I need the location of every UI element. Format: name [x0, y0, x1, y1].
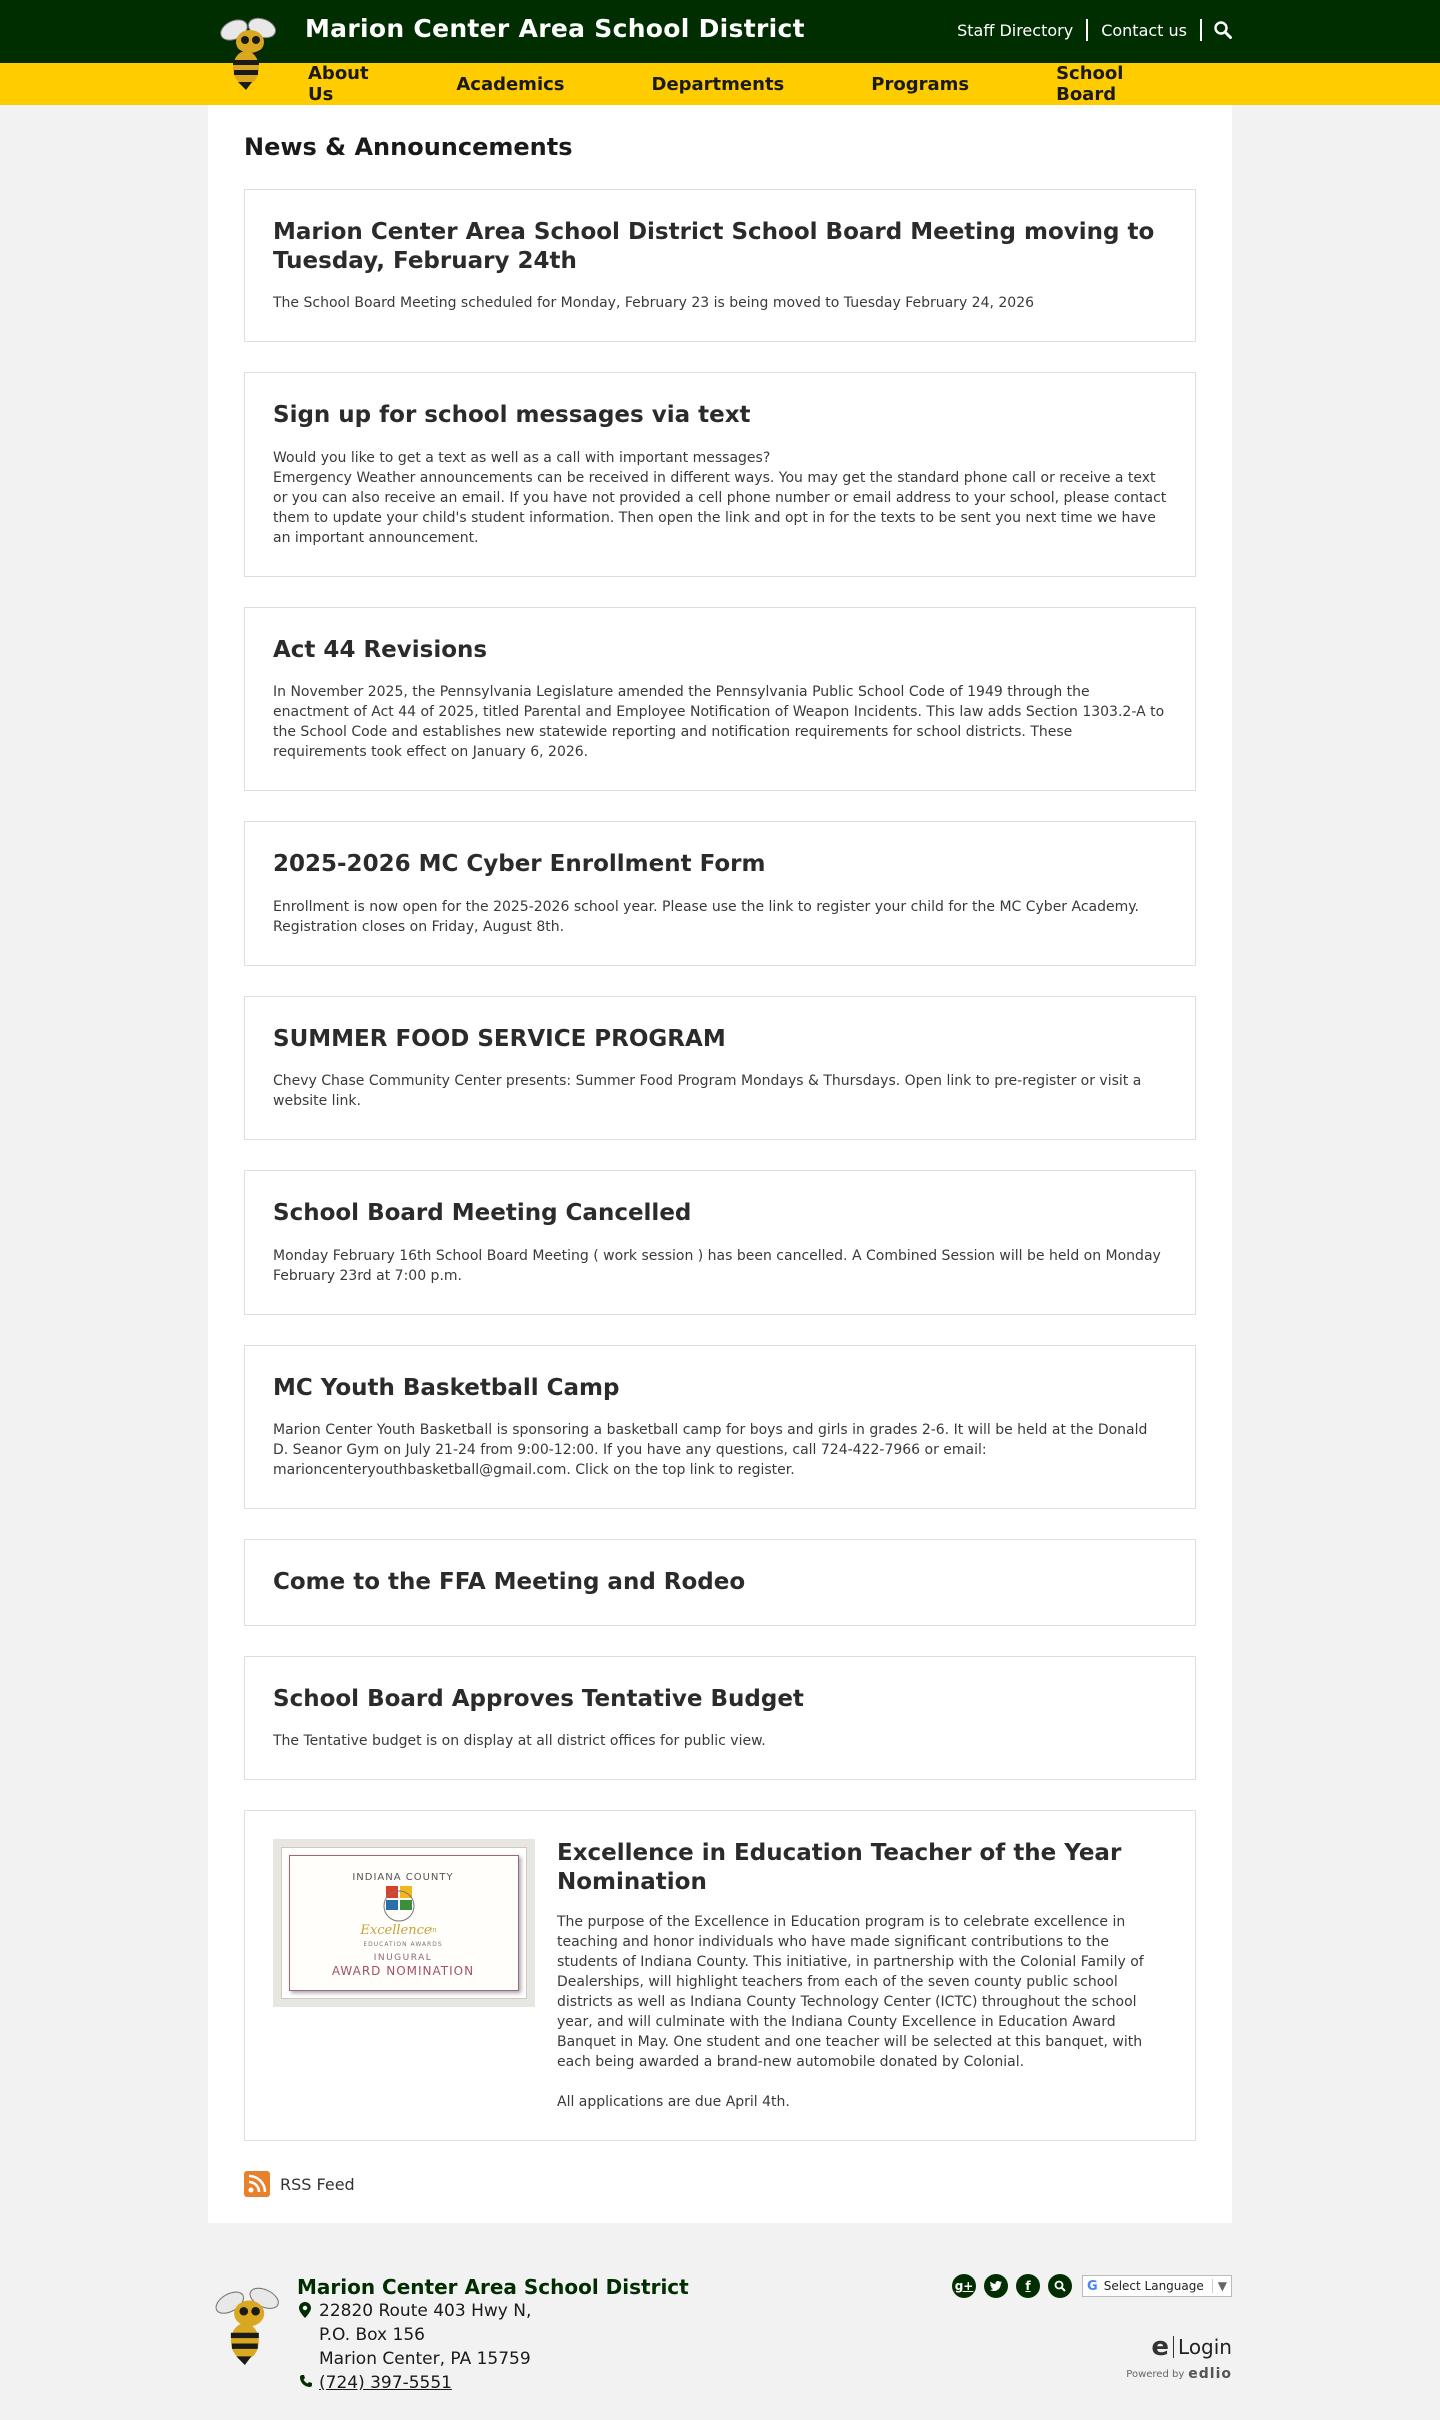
search-icon: [1214, 21, 1232, 39]
nav-departments[interactable]: Departments: [651, 73, 785, 95]
address-line: 22820 Route 403 Hwy N,: [319, 2301, 532, 2322]
hornet-logo-icon[interactable]: [212, 10, 284, 90]
rss-icon: [244, 2171, 270, 2197]
search-button[interactable]: [1202, 21, 1232, 39]
news-item: [244, 996, 1196, 1141]
news-item-body: The Tentative budget is on display at all district offices for public view.: [273, 1733, 766, 1750]
google-plus-icon[interactable]: g+: [952, 2274, 976, 2298]
address-line: P.O. Box 156: [319, 2325, 425, 2346]
award-text: INUGURAL: [373, 1953, 433, 1964]
news-item-title[interactable]: Act 44 Revisions: [273, 636, 488, 663]
award-nomination-image[interactable]: [273, 1839, 535, 2007]
news-item-body: The School Board Meeting scheduled for Monday, February 23 is being moved to Tuesday February 24, 2026: [273, 295, 1035, 312]
news-item-title[interactable]: School Board Approves Tentative Budget: [273, 1685, 804, 1712]
news-item: [244, 1170, 1196, 1315]
site-header: [0, 0, 1440, 105]
news-item-title[interactable]: SUMMER FOOD SERVICE PROGRAM: [273, 1025, 726, 1052]
news-item-body: Marion Center Youth Basketball is sponsoring a basketball camp for boys and girls in grades 2-6. It will be held at the Donald D. Seanor Gym on July 21-24 from 9:00-12:00. If you have any questions, call 724-422-7966 or email: marioncenteryouthbasketball@gmail.com. Click on the top link to register.: [273, 1422, 1148, 1479]
top-bar: [0, 0, 1440, 63]
nav-school-board[interactable]: School Board: [1056, 63, 1124, 105]
rss-feed-label: RSS Feed: [280, 2174, 355, 2194]
news-item: [244, 1656, 1196, 1781]
news-item-title[interactable]: 2025-2026 MC Cyber Enrollment Form: [273, 851, 766, 878]
award-text: Excellence: [360, 1923, 432, 1939]
page-title: News & Announcements: [244, 133, 573, 161]
news-item-body: The purpose of the Excellence in Education program is to celebrate excellence in teaching and honor individuals who have made significant contributions to the students of Indiana County. This initiative, in partnership with the Colonial Family of Dealerships, will highlight teachers from each of the seven county public school districts as well as Indiana County Technology Center (ICTC) throughout the school year, and will culminate with the Indiana County Excellence in Education Award Banquet in May. One student and one teacher will be selected at this banquet, with each being awarded a brand-new automobile donated by Colonial. All applications are due April 4th.: [557, 1914, 1144, 2111]
chevron-down-icon: ▼: [1212, 2279, 1227, 2293]
news-item-body: Chevy Chase Community Center presents: Summer Food Program Mondays & Thursdays. Open link to pre-register or visit a website link.: [273, 1073, 1142, 1110]
twitter-icon[interactable]: [984, 2274, 1008, 2298]
social-bar: [952, 2274, 1232, 2298]
award-text: INDIANA COUNTY: [352, 1872, 454, 1884]
news-item: [244, 189, 1196, 342]
news-item: [244, 607, 1196, 792]
news-item: [244, 1345, 1196, 1510]
login-divider: [1173, 2336, 1174, 2358]
login-label: Login: [1178, 2335, 1232, 2360]
news-item-title[interactable]: Sign up for school messages via text: [273, 402, 751, 429]
contact-us-link[interactable]: Contact us: [1101, 20, 1187, 40]
news-item-title[interactable]: Excellence in Education Teacher of the Year Nomination: [557, 1840, 1122, 1895]
award-text: EDUCATION AWARDS: [363, 1941, 443, 1949]
login-link[interactable]: [1151, 2332, 1232, 2362]
language-select-label: Select Language: [1103, 2279, 1204, 2294]
phone-icon: [299, 2374, 313, 2388]
footer-title: Marion Center Area School District: [297, 2275, 689, 2300]
news-item-title[interactable]: MC Youth Basketball Camp: [273, 1374, 620, 1401]
award-text: AWARD NOMINATION: [331, 1964, 475, 1979]
address-line: Marion Center, PA 15759: [319, 2349, 531, 2370]
utility-links: [944, 19, 1232, 41]
award-text: in: [430, 1926, 437, 1935]
award-graphic: [290, 1856, 516, 1990]
nav-about-us[interactable]: About Us: [308, 63, 369, 105]
news-main: [208, 105, 1232, 2223]
phone-link[interactable]: (724) 397-5551: [319, 2373, 452, 2394]
rss-feed-link[interactable]: [244, 2171, 1196, 2197]
google-translate-icon: G: [1087, 2278, 1098, 2294]
news-item-title[interactable]: School Board Meeting Cancelled: [273, 1200, 692, 1227]
news-item-title[interactable]: Come to the FFA Meeting and Rodeo: [273, 1569, 746, 1596]
powered-by[interactable]: [1126, 2366, 1232, 2382]
news-item: [244, 821, 1196, 966]
language-select[interactable]: [1082, 2275, 1232, 2297]
facebook-icon[interactable]: f: [1016, 2274, 1040, 2298]
news-item-body: In November 2025, the Pennsylvania Legislature amended the Pennsylvania Public School Code of 1949 through the enactment of Act 44 of 2025, titled Parental and Employee Notification of Weapon Incidents. This law adds Section 1303.2-A to the School Code and establishes new statewide reporting and notification requirements for school districts. These requirements took effect on January 6, 2026.: [273, 684, 1165, 761]
hornet-logo-icon: [208, 2279, 286, 2365]
news-item-body: Enrollment is now open for the 2025-2026 school year. Please use the link to register your child for the MC Cyber Academy. Registration closes on Friday, August 8th.: [273, 898, 1139, 935]
nav-academics[interactable]: Academics: [456, 73, 565, 95]
news-item: [244, 372, 1196, 577]
search-icon[interactable]: [1048, 2274, 1072, 2298]
edlio-e-icon: e: [1151, 2332, 1170, 2363]
nav-programs[interactable]: Programs: [871, 73, 970, 95]
news-item-body: Would you like to get a text as well as a call with important messages? Emergency Weather announcements can be received in different ways. You may get the standard phone call or receive a text or you can also receive an email. If you have not provided a cell phone number or email address to your school, please contact them to update your child's student information. Then open the link and opt in for the texts to be sent you next time we have an important announcement.: [273, 449, 1167, 546]
powered-by-label: Powered by: [1126, 2368, 1185, 2380]
featured-news-item: [244, 1810, 1196, 2141]
news-item: [244, 1539, 1196, 1626]
footer-address: [297, 2299, 531, 2395]
news-item-title[interactable]: Marion Center Area School District School Board Meeting moving to Tuesday, February 24th: [273, 219, 1155, 274]
staff-directory-link[interactable]: Staff Directory: [957, 20, 1074, 40]
edlio-brand: edlio: [1188, 2366, 1232, 2383]
site-footer: [208, 2223, 1232, 2420]
site-title[interactable]: Marion Center Area School District: [305, 14, 805, 43]
news-item-body: Monday February 16th School Board Meeting ( work session ) has been cancelled. A Combined Session will be held on Monday February 23rd at 7:00 p.m.: [273, 1247, 1161, 1284]
map-pin-icon: [299, 2302, 311, 2318]
